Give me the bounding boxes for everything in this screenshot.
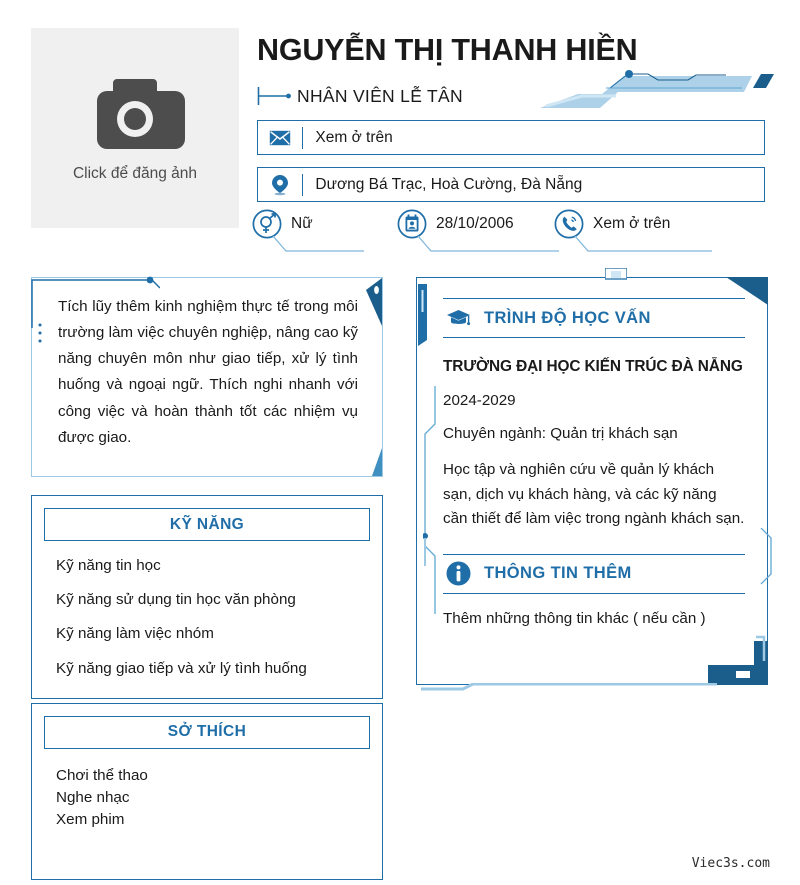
- meta-underline: [252, 234, 367, 256]
- bracket-tick-icon: [257, 85, 295, 107]
- corner-triangle-top-right: [726, 277, 768, 307]
- education-years: 2024-2029: [443, 392, 516, 409]
- hobbies-panel: [31, 703, 383, 880]
- bottom-accent-line: [417, 683, 769, 695]
- meta-underline: [554, 234, 714, 256]
- dob-value: 28/10/2006: [436, 215, 514, 232]
- email-value: Xem ở trên: [315, 128, 393, 146]
- top-notch-accent: [605, 268, 627, 282]
- education-header: [443, 298, 745, 338]
- left-column: [31, 277, 383, 880]
- additional-info-header: [443, 554, 745, 594]
- location-pin-icon: [258, 174, 302, 196]
- skills-body: [32, 541, 382, 698]
- photo-upload-placeholder[interactable]: [31, 28, 239, 228]
- education-school: TRƯỜNG ĐẠI HỌC KIẾN TRÚC ĐÀ NẴNG: [443, 358, 743, 375]
- summary-panel[interactable]: [31, 277, 383, 477]
- skills-title: KỸ NĂNG: [169, 515, 245, 533]
- education-title: TRÌNH ĐỘ HỌC VẤN: [484, 308, 651, 327]
- candidate-name: NGUYỄN THỊ THANH HIỀN: [257, 33, 638, 67]
- phone-value: Xem ở trên: [593, 215, 671, 232]
- cv-header: [0, 0, 800, 260]
- list-item: Nghe nhạc: [56, 788, 130, 806]
- skills-panel: [31, 495, 383, 699]
- contact-row-email[interactable]: [257, 120, 765, 155]
- list-item: Kỹ năng sử dụng tin học văn phòng: [56, 591, 296, 609]
- info-circle-icon: [445, 560, 472, 587]
- additional-info-text: Thêm những thông tin khác ( nếu cần ): [443, 609, 706, 627]
- contact-row-address[interactable]: [257, 167, 765, 202]
- address-value: Dương Bá Trạc, Hoà Cường, Đà Nẵng: [315, 175, 583, 193]
- corner-triangle-top-right: [364, 278, 382, 328]
- list-item: Kỹ năng giao tiếp và xử lý tình huống: [56, 659, 307, 677]
- additional-info-title: THÔNG TIN THÊM: [484, 564, 632, 583]
- skills-header: [44, 508, 370, 541]
- right-column: [416, 277, 768, 685]
- meta-item-gender[interactable]: [252, 208, 402, 256]
- education-major: Chuyên ngành: Quản trị khách sạn: [443, 425, 678, 442]
- education-panel: [416, 277, 768, 685]
- job-title-row: [257, 84, 463, 108]
- gender-value: Nữ: [291, 215, 313, 232]
- photo-upload-caption: Click để đăng ảnh: [72, 165, 198, 182]
- header-decoration-graphic: [530, 66, 778, 114]
- corner-shape-bottom-right: [698, 635, 768, 685]
- left-tech-line: [423, 386, 439, 616]
- corner-triangle-bottom-right: [368, 444, 382, 476]
- right-bracket-accent: [759, 528, 775, 586]
- meta-item-phone[interactable]: [554, 208, 734, 256]
- dotted-accent: [36, 322, 44, 362]
- envelope-icon: [258, 130, 302, 146]
- job-title: NHÂN VIÊN LỄ TÂN: [297, 85, 463, 106]
- hobbies-title: SỞ THÍCH: [167, 723, 247, 741]
- list-item: Xem phim: [56, 811, 125, 828]
- graduation-cap-icon: [445, 305, 472, 332]
- list-item: Kỹ năng tin học: [56, 557, 161, 574]
- education-content: [417, 278, 767, 653]
- hobbies-body: [32, 749, 382, 879]
- meta-row: [252, 208, 772, 256]
- hobbies-header: [44, 716, 370, 749]
- list-item: Chơi thể thao: [56, 766, 148, 784]
- summary-text: Tích lũy thêm kinh nghiệm thực tế trong môi trường làm việc chuyên nghiệp, nâng cao kỹ năng chuyên môn như giao tiếp, xử lý tình huống và ngoại ngữ. Thích nghi nhanh với công việc và hoàn thành tốt các nhiệm vụ được giao.: [58, 298, 358, 446]
- footer-watermark: Viec3s.com: [691, 856, 770, 871]
- list-item: Kỹ năng làm việc nhóm: [56, 625, 214, 643]
- camera-icon: [81, 73, 189, 153]
- meta-underline: [397, 234, 562, 256]
- education-description: Học tập và nghiên cứu về quản lý khách sạn, dịch vụ khách hàng, và các kỹ năng cần thiết để làm việc trong ngành khách sạn.: [443, 461, 745, 528]
- left-accent-bar: [416, 284, 428, 346]
